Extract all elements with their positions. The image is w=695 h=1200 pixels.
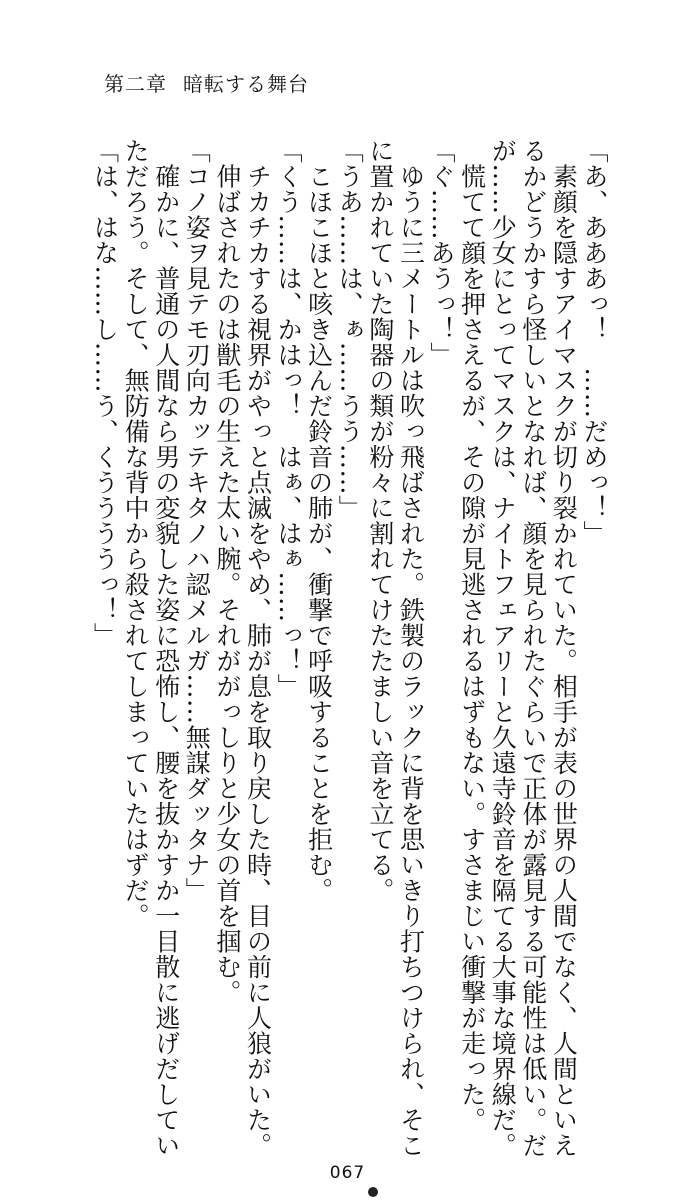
text-line: ゆうに三メートルは吹っ飛ばされた。鉄製のラックに背を思いきり打ちつけられ、そこ xyxy=(396,138,426,1158)
text-line: 「ぐ……あうっ！」 xyxy=(427,138,457,368)
text-line: に置かれていた陶器の類が粉々に割れてけたたましい音を立てる。 xyxy=(365,138,395,903)
text-line: 「あ、あああっ！ ……だめっ！」 xyxy=(580,138,609,546)
text-line: 素顔を隠すアイマスクが切り裂かれていた。相手が表の世界の人間でなく、人間といえ xyxy=(549,138,579,1158)
text-line: こほこほと咳き込んだ鈴音の肺が、衝撃で呼吸することを拒む。 xyxy=(304,138,334,903)
text-line: るかどうかすら怪しいとなれば、顔を見られたぐらいで正体が露見する可能性は低い。だ xyxy=(518,138,548,1158)
chapter-header xyxy=(104,68,309,97)
text-line: 慌てて顔を押さえるが、その隙が見逃されるはずもない。すさまじい衝撃が走った。 xyxy=(457,138,487,1133)
text-line: 「くう……は、かはっ！ はぁ、はぁ……っ！」 xyxy=(274,138,304,699)
text-line: 「うあ……は、ぁ……うう……」 xyxy=(335,138,365,521)
text-line: 「は、はな……し……う、くううううっ！」 xyxy=(90,138,120,648)
page-dot xyxy=(368,1187,378,1197)
text-line: が……少女にとってマスクは、ナイトフェアリーと久遠寺鈴音を隔てる大事な境界線だ。 xyxy=(488,138,518,1158)
chapter-number: 第二章 xyxy=(104,72,167,96)
text-line: 確かに、普通の人間なら男の変貌した姿に恐怖し、腰を抜かすか一目散に逃げだしてい xyxy=(151,138,181,1158)
text-line: チカチカする視界がやっと点滅をやめ、肺が息を取り戻した時、目の前に人狼がいた。 xyxy=(243,138,273,1158)
text-line: 「コノ姿ヲ見テモ刃向カッテキタノハ認メルガ……無謀ダッタナ」 xyxy=(182,138,212,903)
chapter-title: 暗転する舞台 xyxy=(183,72,309,96)
vertical-body-text xyxy=(89,138,609,1158)
text-line: ただろう。そして、無防備な背中から殺されてしまっていたはずだ。 xyxy=(121,138,151,929)
page-number: 067 xyxy=(329,1163,366,1183)
text-line: 伸ばされたのは獣毛の生えた太い腕。それががっしりと少女の首を掴む。 xyxy=(212,138,242,1005)
